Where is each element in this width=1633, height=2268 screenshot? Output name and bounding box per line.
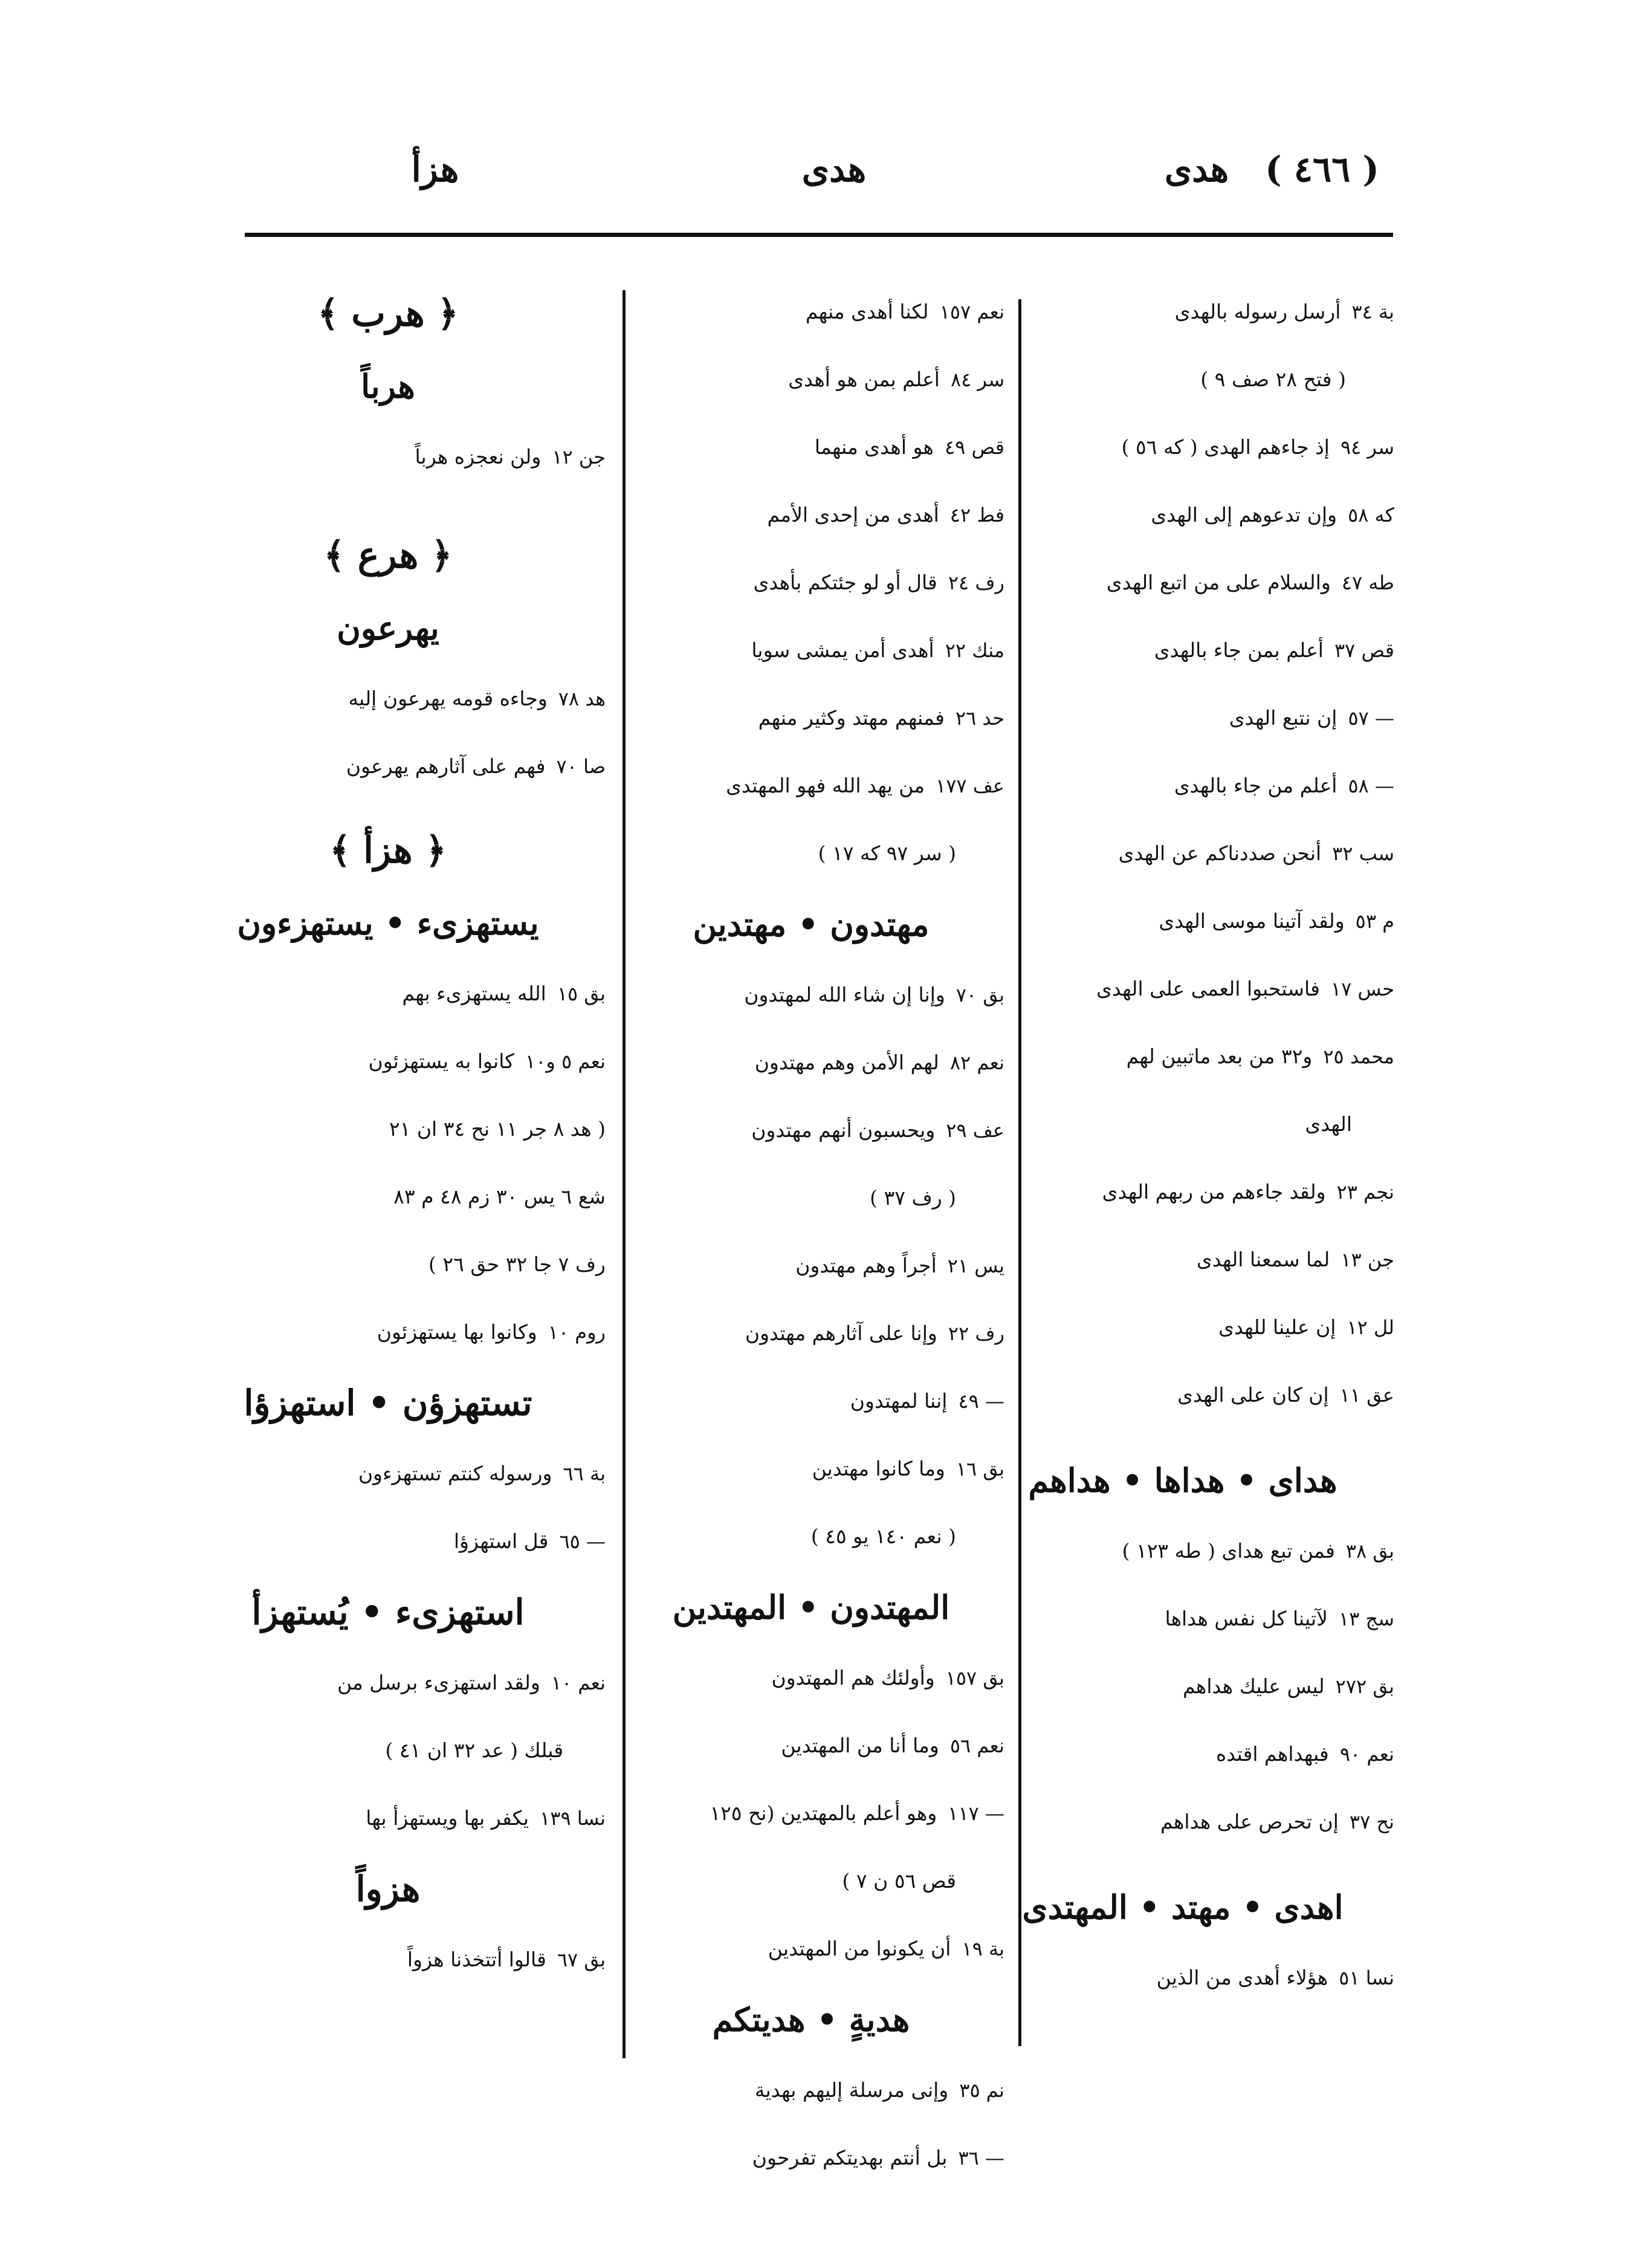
entry-continuation: ( سر ٩٧ كه ١٧ ) (818, 841, 956, 865)
entry: طه ٤٧ والسلام على من اتبع الهدى (1106, 571, 1394, 594)
entry: سر ٩٤ إذ جاءهم الهدى ( كه ٥٦ ) (1121, 435, 1394, 459)
running-header-right (1165, 136, 1379, 202)
section-heading: هداى • هداها • هداهم (1028, 1461, 1337, 1500)
entry: — ٥٧ إن نتبع الهدى (1229, 706, 1394, 730)
entry: يس ٢١ أجراً وهم مهتدون (795, 1254, 1004, 1277)
entry: نجم ٢٣ ولقد جاءهم من ربهم الهدى (1102, 1180, 1394, 1204)
section-heading: هزواً (355, 1868, 421, 1910)
entry: حس ١٧ فاستحبوا العمى على الهدى (1096, 977, 1394, 1000)
entry-continuation: شع ٦ يس ٣٠ زم ٤٨ م ٨٣ (393, 1185, 606, 1208)
entry: هد ٧٨ وجاءه قومه يهرعون إليه (348, 687, 606, 710)
entry: نعم ٥٦ وما أنا من المهتدين (781, 1734, 1004, 1757)
header-right-word: هدى (1164, 149, 1229, 190)
entry: عف ٢٩ ويحسبون أنهم مهتدون (751, 1118, 1004, 1142)
entry: قص ٤٩ هو أهدى منهما (814, 435, 1004, 459)
entry: محمد ٢٥ و٣٢ من بعد ماتبين لهم (1126, 1045, 1394, 1068)
entry: بق ٦٧ قالوا أتتخذنا هزواً (407, 1948, 606, 1971)
page-number: ( ٤٦٦ ) (1265, 149, 1379, 190)
section-heading: اهدى • مهتد • المهتدى (1022, 1888, 1344, 1926)
section-heading: يهرعون (337, 609, 439, 647)
entry: عق ١١ إن كان على الهدى (1177, 1383, 1394, 1407)
entry: قص ٣٧ أعلم بمن جاء بالهدى (1154, 638, 1394, 662)
section-heading: تستهزؤن • استهزؤا (244, 1382, 532, 1424)
column-middle (618, 278, 1004, 2169)
entry: فط ٤٢ أهدى من إحدى الأمم (767, 503, 1004, 526)
entry: بق ٣٨ فمن تبع هداى ( طه ١٢٣ ) (1122, 1539, 1394, 1563)
entry: نم ٣٥ وإنى مرسلة إليهم بهدية (754, 2078, 1004, 2102)
entry: صا ٧٠ فهم على آثارهم يهرعون (346, 754, 606, 778)
entry-continuation: ( فتح ٢٨ صف ٩ ) (1200, 368, 1346, 391)
entry: جن ١٢ ولن نعجزه هرباً (415, 445, 606, 468)
entry-continuation: قص ٥٦ ن ٧ ) (842, 1869, 956, 1893)
entry-continuation: ( رف ٣٧ ) (870, 1186, 956, 1210)
running-header-center: هدى (801, 149, 867, 190)
entry-continuation: الهدى (1305, 1112, 1352, 1136)
entry: رف ٢٤ قال أو لو جئتكم بأهدى (753, 571, 1004, 594)
entry: لل ١٢ إن علينا للهدى (1218, 1315, 1394, 1339)
section-heading: هرباً (361, 367, 415, 406)
entry: نسا ٥١ هؤلاء أهدى من الذين (1156, 1966, 1394, 1989)
entry: سب ٣٢ أنحن صددناكم عن الهدى (1118, 841, 1394, 865)
root-heading: ﴿ هرب ﴾ (317, 293, 459, 335)
entry: بق ٢٧٢ ليس عليك هداهم (1182, 1674, 1394, 1698)
entry: — ٣٦ بل أنتم بهديتكم تفرحون (752, 2146, 1004, 2169)
entry: روم ١٠ وكانوا بها يستهزئون (377, 1320, 606, 1344)
entry: بة ٦٦ ورسوله كنتم تستهزءون (358, 1462, 606, 1485)
entry: بق ١٦ وما كانوا مهتدين (812, 1457, 1004, 1480)
entry: سر ٨٤ أعلم بمن هو أهدى (788, 368, 1004, 391)
entry: — ٤٩ إننا لمهتدون (850, 1389, 1004, 1413)
running-header-left: هزأ (411, 149, 459, 190)
entry: — ٦٥ قل استهزؤا (453, 1529, 606, 1553)
column-left (170, 278, 606, 2081)
section-heading: استهزىء • يُستهزأ (251, 1592, 525, 1633)
entry: بق ١٥٧ وأولئك هم المهتدون (771, 1666, 1004, 1690)
column-right (971, 278, 1394, 2081)
entry: — ٥٨ أعلم من جاء بالهدى (1174, 774, 1394, 797)
entry: جن ١٣ لما سمعنا الهدى (1196, 1248, 1394, 1271)
entry: بق ٧٠ وإنا إن شاء الله لمهتدون (744, 983, 1004, 1006)
entry: حد ٢٦ فمنهم مهتد وكثير منهم (758, 706, 1004, 730)
entry: منك ٢٢ أهدى أمن يمشى سويا (751, 638, 1004, 662)
entry-continuation: ( نعم ١٤٠ يو ٤٥ ) (810, 1524, 956, 1548)
entry: عف ١٧٧ من يهد الله فهو المهتدى (726, 774, 1004, 797)
entry: نح ٣٧ إن تحرص على هداهم (1160, 1810, 1394, 1833)
entry: — ١١٧ وهو أعلم بالمهتدين (نح ١٢٥ (710, 1801, 1004, 1825)
section-heading: مهتدون • مهتدين (693, 905, 930, 944)
section-heading: هديةٍ • هديتكم (712, 2000, 910, 2039)
entry: نعم ٩٠ فبهداهم اقتده (1216, 1742, 1394, 1766)
root-heading: ﴿ هرع ﴾ (323, 534, 453, 577)
root-heading: ﴿ هزأ ﴾ (329, 829, 447, 872)
entry: رف ٢٢ وإنا على آثارهم مهتدون (745, 1321, 1004, 1345)
entry: بة ١٩ أن يكونوا من المهتدين (768, 1937, 1004, 1960)
entry: نعم ١٥٧ لكنا أهدى منهم (805, 300, 1004, 323)
entry: نعم ٨٢ لهم الأمن وهم مهتدون (754, 1051, 1004, 1074)
entry: م ٥٣ ولقد آتينا موسى الهدى (1159, 909, 1394, 933)
entry: نسا ١٣٩ يكفر بها ويستهزأ بها (366, 1806, 606, 1830)
section-heading: المهتدون • المهتدين (672, 1588, 950, 1627)
header-rule (245, 233, 1393, 237)
entry: نعم ١٠ ولقد استهزىء برسل من (337, 1671, 606, 1694)
section-heading: يستهزىء • يستهزءون (237, 904, 539, 942)
entry: نعم ٥ و١٠ كانوا به يستهزئون (368, 1049, 606, 1073)
entry-continuation: قبلك ( عد ٣٢ ان ٤١ ) (385, 1738, 563, 1762)
entry: كه ٥٨ وإن تدعوهم إلى الهدى (1151, 503, 1394, 526)
entry-continuation: رف ٧ جا ٣٢ حق ٢٦ ) (428, 1252, 606, 1276)
entry: بق ١٥ الله يستهزىء بهم (402, 982, 606, 1005)
entry-continuation: ( هد ٨ جر ١١ نح ٣٤ ان ٢١ (389, 1117, 606, 1141)
entry: بة ٣٤ أرسل رسوله بالهدى (1174, 300, 1394, 323)
entry: سج ١٣ لآتينا كل نفس هداها (1165, 1607, 1394, 1630)
